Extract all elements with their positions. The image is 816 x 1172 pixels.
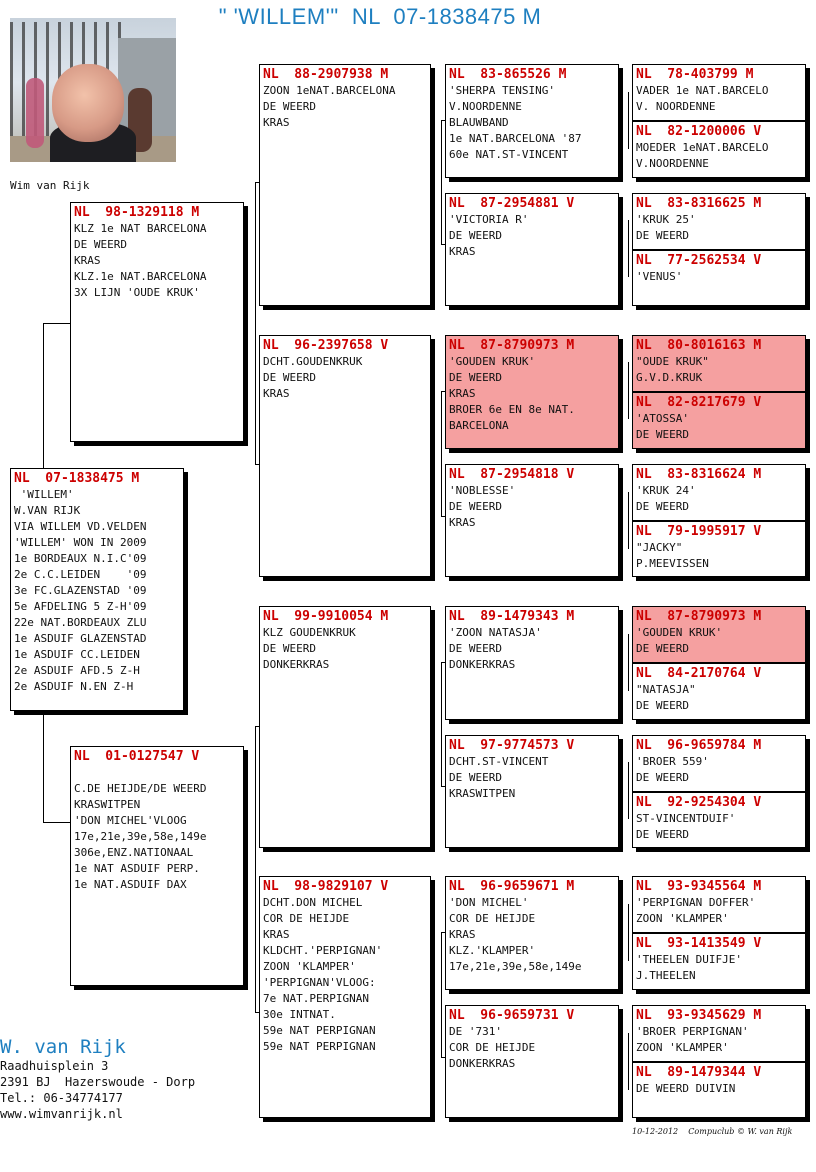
pigeon-info: ST-VINCENTDUIF' DE WEERD — [636, 812, 736, 841]
pigeon-info: ZOON 1eNAT.BARCELONA DE WEERD KRAS — [263, 84, 396, 129]
ring-number: NL 82-8217679 V — [636, 395, 762, 410]
pedigree-card-gen4 — [445, 735, 619, 848]
pedigree-card-dam-sire — [259, 606, 431, 848]
pedigree-card-gen5 — [633, 932, 805, 985]
pedigree-card-dam — [70, 746, 244, 986]
pedigree-pair-gen5 — [632, 335, 806, 449]
owner-address: Raadhuisplein 3 2391 BJ Hazerswoude - Dorp Tel.: 06-34774177 www.wimvanrijk.nl — [0, 1059, 196, 1121]
pedigree-card-gen5 — [633, 520, 805, 573]
pigeon-info: KLZ GOUDENKRUK DE WEERD DONKERKRAS — [263, 626, 356, 671]
owner-name: W. van Rijk — [0, 1036, 126, 1058]
pigeon-info: VADER 1e NAT.BARCELO V. NOORDENNE — [636, 84, 769, 113]
pedigree-card-gen4 — [445, 64, 619, 178]
pedigree-pair-gen5 — [632, 735, 806, 848]
pigeon-info: "NATASJA" DE WEERD — [636, 683, 696, 712]
ring-number: NL 99-9910054 M — [263, 609, 389, 624]
pigeon-info: "JACKY" P.MEEVISSEN — [636, 541, 709, 570]
ring-number: NL 07-1838475 M — [14, 471, 140, 486]
ring-number: NL 93-9345629 M — [636, 1008, 762, 1023]
pedigree-card-dam-dam — [259, 876, 431, 1118]
ring-number: NL 88-2907938 M — [263, 67, 389, 82]
ring-number: NL 89-1479344 V — [636, 1065, 762, 1080]
pigeon-info: 'VENUS' — [636, 270, 683, 283]
pedigree-pair-gen5 — [632, 606, 806, 720]
pigeon-info: 'ATOSSA' DE WEERD — [636, 412, 689, 441]
ring-number: NL 93-9345564 M — [636, 879, 762, 894]
pigeon-info: 'KRUK 25' DE WEERD — [636, 213, 696, 242]
pedigree-card-gen4 — [445, 606, 619, 720]
pedigree-pair-gen5 — [632, 1005, 806, 1118]
pedigree-card-gen5 — [633, 1006, 805, 1061]
ring-number: NL 01-0127547 V — [74, 749, 200, 764]
ring-number: NL 97-9774573 V — [449, 738, 575, 753]
pigeon-info: 'THEELEN DUIFJE' J.THEELEN — [636, 953, 742, 982]
ring-number: NL 98-9829107 V — [263, 879, 389, 894]
ring-number: NL 87-2954881 V — [449, 196, 575, 211]
pedigree-card-sire-dam — [259, 335, 431, 577]
ring-number: NL 77-2562534 V — [636, 253, 762, 268]
pedigree-card-gen5 — [633, 249, 805, 286]
ring-number: NL 96-2397658 V — [263, 338, 389, 353]
pedigree-card-gen5 — [633, 120, 805, 173]
pedigree-card-gen5 — [633, 65, 805, 120]
pedigree-pair-gen5 — [632, 193, 806, 306]
ring-number: NL 87-8790973 M — [449, 338, 575, 353]
pigeon-info: 'SHERPA TENSING' V.NOORDENNE BLAUWBAND 1e NAT.BARCELONA '87 60e NAT.ST-VINCENT — [449, 84, 582, 161]
pedigree-card-gen5 — [633, 736, 805, 791]
pedigree-card-gen5 — [633, 662, 805, 715]
pedigree-card-gen5 — [633, 194, 805, 249]
pedigree-pair-gen5 — [632, 876, 806, 990]
footer-credit: 10-12-2012 Compuclub © W. van Rijk — [632, 1127, 793, 1136]
pigeon-info: C.DE HEIJDE/DE WEERD KRASWITPEN 'DON MICHEL'VLOOG 17e,21e,39e,58e,149e 306e,ENZ.NATIONAAL 1e NAT ASDUIF PERP. 1e NAT.ASDUIF DAX — [74, 782, 207, 891]
pedigree-card-gen5 — [633, 791, 805, 844]
ring-number: NL 82-1200006 V — [636, 124, 762, 139]
pigeon-info: "OUDE KRUK" G.V.D.KRUK — [636, 355, 709, 384]
pigeon-info: 'NOBLESSE' DE WEERD KRAS — [449, 484, 516, 529]
ring-number: NL 89-1479343 M — [449, 609, 575, 624]
pigeon-info: DCHT.DON MICHEL COR DE HEIJDE KRAS KLDCHT.'PERPIGNAN' ZOON 'KLAMPER' 'PERPIGNAN'VLOOG: 7e NAT.PERPIGNAN 30e INTNAT. 59e NAT PERPIGNAN 59e NAT PERPIGNAN — [263, 896, 383, 1053]
pedigree-card-gen5-highlighted — [633, 336, 805, 391]
ring-number: NL 87-2954818 V — [449, 467, 575, 482]
pigeon-info: DE WEERD DUIVIN — [636, 1082, 736, 1095]
pedigree-card-gen4 — [445, 1005, 619, 1118]
pedigree-card-gen4 — [445, 193, 619, 306]
ring-number: NL 80-8016163 M — [636, 338, 762, 353]
ring-number: NL 84-2170764 V — [636, 666, 762, 681]
ring-number: NL 78-403799 M — [636, 67, 754, 82]
owner-info — [0, 1036, 195, 1122]
pigeon-info: 'DON MICHEL' COR DE HEIJDE KRAS KLZ.'KLAMPER' 17e,21e,39e,58e,149e — [449, 896, 582, 973]
pigeon-info: DCHT.GOUDENKRUK DE WEERD KRAS — [263, 355, 363, 400]
pedigree-card-gen5-highlighted — [633, 607, 805, 662]
pedigree-card-gen5 — [633, 1061, 805, 1098]
pedigree-card-gen4 — [445, 464, 619, 577]
pedigree-card-gen5-highlighted — [633, 391, 805, 448]
pedigree-pair-gen5 — [632, 464, 806, 577]
pedigree-card-sire-sire — [259, 64, 431, 306]
ring-number: NL 96-9659671 M — [449, 879, 575, 894]
pedigree-card-gen5 — [633, 465, 805, 520]
ring-number: NL 87-8790973 M — [636, 609, 762, 624]
ring-number: NL 93-1413549 V — [636, 936, 762, 951]
pigeon-info: 'GOUDEN KRUK' DE WEERD KRAS BROER 6e EN 8e NAT. BARCELONA — [449, 355, 575, 432]
pigeon-info: 'ZOON NATASJA' DE WEERD DONKERKRAS — [449, 626, 542, 671]
page-title: " 'WILLEM'" NL 07-1838475 M — [218, 4, 542, 29]
pigeon-info: 'PERPIGNAN DOFFER' ZOON 'KLAMPER' — [636, 896, 756, 925]
ring-number: NL 96-9659731 V — [449, 1008, 575, 1023]
ring-number: NL 98-1329118 M — [74, 205, 200, 220]
pedigree-card-gen4-highlighted — [445, 335, 619, 449]
pigeon-info: 'KRUK 24' DE WEERD — [636, 484, 696, 513]
pigeon-info: 'BROER PERPIGNAN' ZOON 'KLAMPER' — [636, 1025, 749, 1054]
ring-number: NL 83-8316625 M — [636, 196, 762, 211]
pigeon-info: 'WILLEM' W.VAN RIJK VIA WILLEM VD.VELDEN 'WILLEM' WON IN 2009 1e BORDEAUX N.I.C'09 2e C.C.LEIDEN '09 3e FC.GLAZENSTAD '09 5e AFDELING 5 Z-H'09 22e NAT.BORDEAUX ZLU 1e ASDUIF GLAZENSTAD 1e ASDUIF CC.LEIDEN 2e ASDUIF AFD.5 Z-H 2e ASDUIF N.EN Z-H — [14, 488, 147, 693]
pedigree-card-sire — [70, 202, 244, 442]
ring-number: NL 79-1995917 V — [636, 524, 762, 539]
photo-caption: Wim van Rijk — [10, 179, 90, 192]
pigeon-info: KLZ 1e NAT BARCELONA DE WEERD KRAS KLZ.1e NAT.BARCELONA 3X LIJN 'OUDE KRUK' — [74, 222, 207, 299]
pigeon-info: DCHT.ST-VINCENT DE WEERD KRASWITPEN — [449, 755, 549, 800]
pedigree-card-subject — [10, 468, 184, 711]
ring-number: NL 96-9659784 M — [636, 738, 762, 753]
ring-number: NL 92-9254304 V — [636, 795, 762, 810]
ring-number: NL 83-865526 M — [449, 67, 567, 82]
ring-number: NL 83-8316624 M — [636, 467, 762, 482]
pedigree-card-gen5 — [633, 877, 805, 932]
pedigree-card-gen4 — [445, 876, 619, 990]
pigeon-info: 'VICTORIA R' DE WEERD KRAS — [449, 213, 529, 258]
pigeon-info: MOEDER 1eNAT.BARCELO V.NOORDENNE — [636, 141, 769, 170]
pigeon-info: 'BROER 559' DE WEERD — [636, 755, 709, 784]
owner-photo — [10, 18, 176, 162]
pigeon-info: 'GOUDEN KRUK' DE WEERD — [636, 626, 723, 655]
pedigree-pair-gen5 — [632, 64, 806, 178]
pigeon-info: DE '731' COR DE HEIJDE DONKERKRAS — [449, 1025, 536, 1070]
